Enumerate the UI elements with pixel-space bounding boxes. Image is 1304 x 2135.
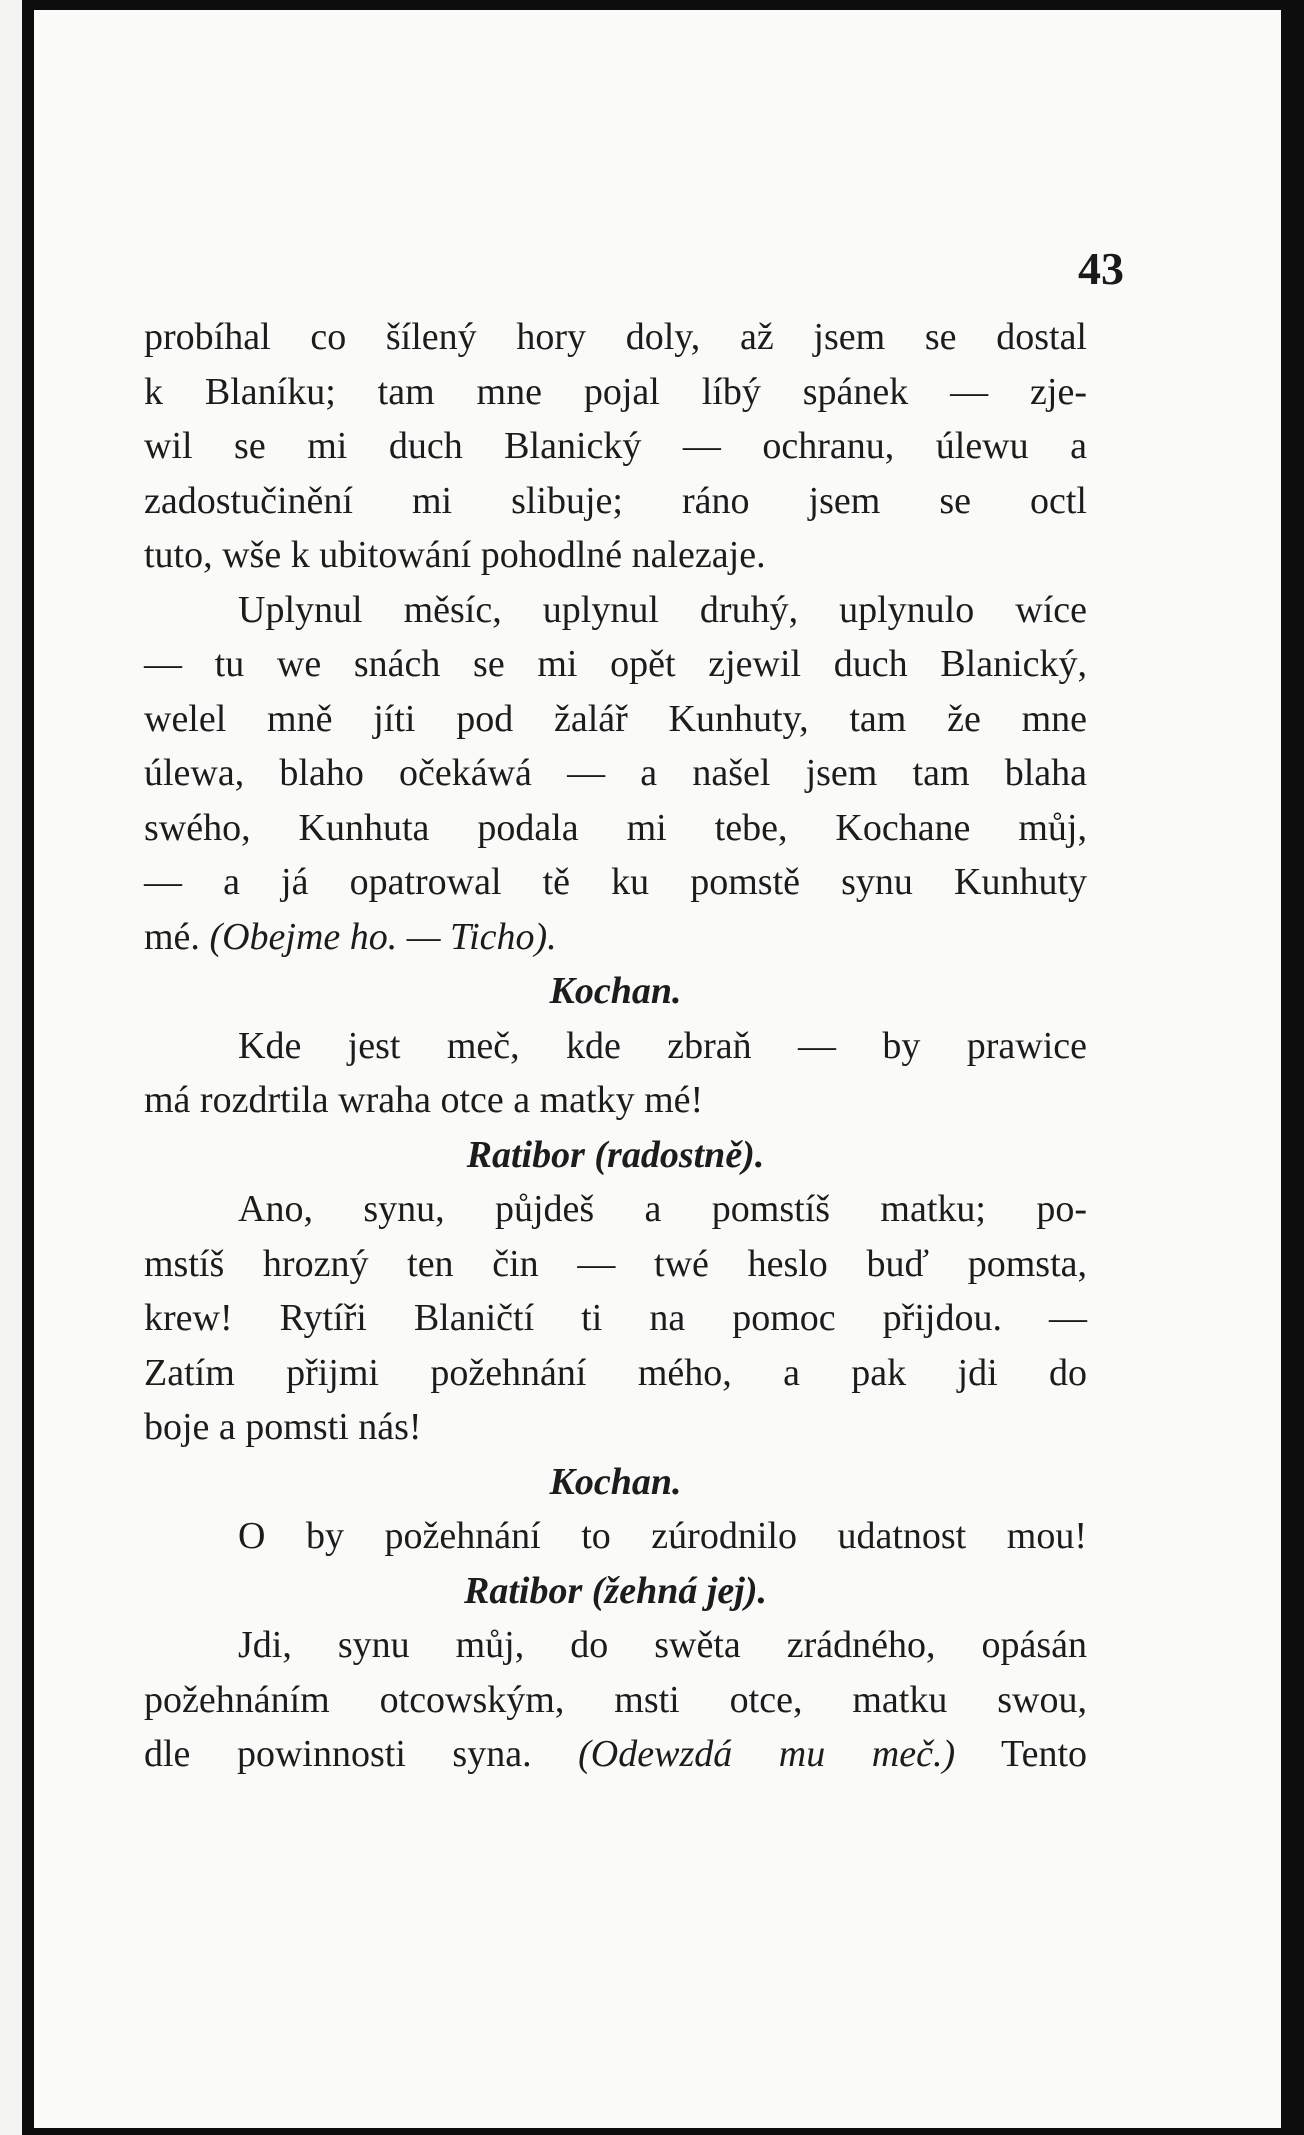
text-fragment: dle powinnosti syna. [144,1733,532,1775]
text-fragment: Tento [1001,1733,1087,1775]
text-line: swého, Kunhuta podala mi tebe, Kochane můj, [144,806,1087,849]
text-line: — tu we snách se mi opět zjewil duch Blanický, [144,643,1087,685]
text-line: Zatím přijmi požehnání mého, a pak jdi do [144,1351,1087,1394]
speaker-heading [144,1564,1087,1619]
facing-page-edge [0,0,22,2135]
text-line: k Blaníku; tam mne pojal líbý spánek — zje- [144,370,1087,413]
text-line: welel mně jíti pod žalář Kunhuty, tam že mne [144,697,1087,740]
stage-direction: (Odewzdá mu meč.) [578,1733,956,1775]
page-number: 43 [1078,243,1124,294]
text-line: — a já opatrowal tě ku pomstě synu Kunhuty [144,861,1087,903]
text-line: probíhal co šílený hory doly, až jsem se dostal [144,316,1087,358]
text-line-with-stage-direction [144,1727,1087,1782]
text-line-with-stage-direction [144,910,1087,965]
speaker-name: Kochan. [549,970,682,1012]
text-line: O by požehnání to zúrodnilo udatnost mou! [238,1515,1087,1557]
speaker-name: Ratibor [466,1133,585,1176]
text-line: Kde jest meč, kde zbraň — by prawice [238,1024,1087,1067]
speaker-heading [144,1128,1087,1183]
text-line: tuto, wše k ubitowání pohodlné nalezaje. [144,534,766,576]
text-line: požehnáním otcowským, msti otce, matku swou, [144,1678,1087,1721]
speaker-name: Ratibor [464,1569,583,1612]
text-line: úlewa, blaho očekáwá — a našel jsem tam blaha [144,752,1087,794]
text-line: Ano, synu, půjdeš a pomstíš matku; po- [238,1188,1087,1230]
text-line: Jdi, synu můj, do swěta zrádného, opásán [238,1624,1087,1666]
text-line: krew! Rytíři Blaničtí ti na pomoc přijdou. — [144,1297,1087,1339]
text-line: boje a pomsti nás! [144,1406,422,1448]
stage-direction: (radostně). [594,1133,765,1176]
text-line: Uplynul měsíc, uplynul druhý, uplynulo wíce [238,588,1087,631]
text-line: mstíš hrozný ten čin — twé heslo buď pomsta, [144,1242,1087,1285]
text-line: wil se mi duch Blanický — ochranu, úlewu a [144,425,1087,467]
stage-direction: (žehná jej). [591,1569,767,1612]
text-fragment: mé. [144,915,200,958]
page-body [144,310,1087,1782]
text-line: má rozdrtila wraha otce a matky mé! [144,1079,704,1121]
speaker-name: Kochan. [549,1460,682,1503]
text-line: zadostučinění mi slibuje; ráno jsem se octl [144,479,1087,522]
stage-direction: (Obejme ho. — Ticho). [209,915,557,958]
